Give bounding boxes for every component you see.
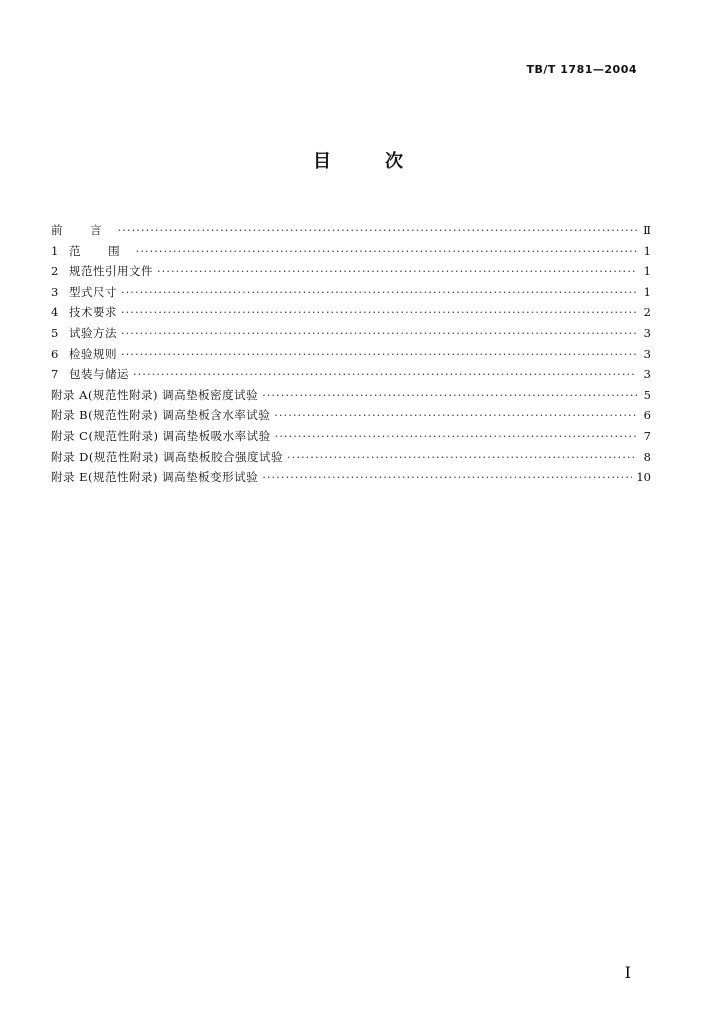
toc-entry-label: 附录 C(规范性附录) 调高垫板吸水率试验 [51, 428, 271, 443]
toc-entry-page: 1 [643, 284, 651, 299]
toc-dot-leader [121, 344, 637, 365]
title-char-left: 目 [313, 151, 331, 172]
toc-entry[interactable] [51, 447, 651, 468]
toc-dot-leader [121, 302, 637, 323]
toc-entry-page: 8 [643, 449, 651, 464]
toc-dot-leader [274, 405, 637, 426]
toc-entry-number: 1 [51, 243, 59, 258]
toc-dot-leader [157, 261, 637, 282]
toc-entry-label: 规范性引用文件 [69, 264, 153, 279]
toc-entry-number: 5 [51, 325, 59, 340]
table-of-contents [51, 220, 651, 488]
document-code: TB/T 1781—2004 [526, 63, 637, 76]
toc-entry[interactable] [51, 385, 651, 406]
toc-entry-number: 3 [51, 284, 59, 299]
toc-entry-page: 3 [643, 325, 651, 340]
toc-dot-leader [262, 385, 637, 406]
toc-entry-label: 附录 A(规范性附录) 调高垫板密度试验 [51, 387, 259, 402]
toc-entry-label: 范 围 [69, 243, 132, 258]
toc-entry[interactable] [51, 323, 651, 344]
toc-entry[interactable] [51, 302, 651, 323]
toc-dot-leader [121, 323, 637, 344]
toc-entry[interactable] [51, 220, 651, 241]
toc-entry-page: 10 [636, 470, 651, 485]
toc-entry[interactable] [51, 344, 651, 365]
toc-entry-label: 前 言 [51, 223, 114, 237]
toc-entry-page: 1 [643, 243, 651, 258]
toc-dot-leader [133, 364, 637, 385]
toc-entry-page: 5 [643, 387, 651, 402]
title-char-right: 次 [385, 151, 403, 172]
toc-entry[interactable] [51, 467, 651, 488]
page-title [313, 147, 403, 173]
toc-entry-label: 附录 B(规范性附录) 调高垫板含水率试验 [51, 408, 271, 423]
toc-entry-label: 附录 D(规范性附录) 调高垫板胶合强度试验 [51, 449, 284, 464]
toc-dot-leader [262, 467, 632, 488]
toc-entry[interactable] [51, 282, 651, 303]
toc-entry-page: 6 [643, 408, 651, 423]
toc-dot-leader [136, 241, 637, 262]
toc-entry-label: 包装与储运 [69, 367, 129, 382]
toc-entry[interactable] [51, 405, 651, 426]
toc-entry-label: 试验方法 [69, 325, 117, 340]
toc-entry-label: 技术要求 [69, 305, 117, 320]
toc-dot-leader [287, 447, 637, 468]
toc-entry[interactable] [51, 426, 651, 447]
toc-entry-number: 6 [51, 346, 59, 361]
toc-dot-leader [118, 220, 637, 241]
toc-entry[interactable] [51, 241, 651, 262]
page-number: I [624, 963, 631, 982]
toc-entry-label: 附录 E(规范性附录) 调高垫板变形试验 [51, 470, 259, 485]
toc-dot-leader [275, 426, 637, 447]
toc-entry-label: 检验规则 [69, 346, 117, 361]
toc-entry-number: 2 [51, 264, 59, 279]
toc-dot-leader [121, 282, 637, 303]
toc-entry-page: 3 [643, 346, 651, 361]
toc-entry-page: 7 [643, 428, 651, 443]
toc-entry[interactable] [51, 261, 651, 282]
toc-entry-page: 3 [643, 367, 651, 382]
toc-entry-page: Ⅱ [643, 223, 651, 237]
toc-entry-page: 1 [643, 264, 651, 279]
toc-entry-label: 型式尺寸 [69, 284, 117, 299]
toc-entry-page: 2 [643, 305, 651, 320]
toc-entry-number: 7 [51, 367, 59, 382]
toc-entry-number: 4 [51, 305, 59, 320]
toc-entry[interactable] [51, 364, 651, 385]
